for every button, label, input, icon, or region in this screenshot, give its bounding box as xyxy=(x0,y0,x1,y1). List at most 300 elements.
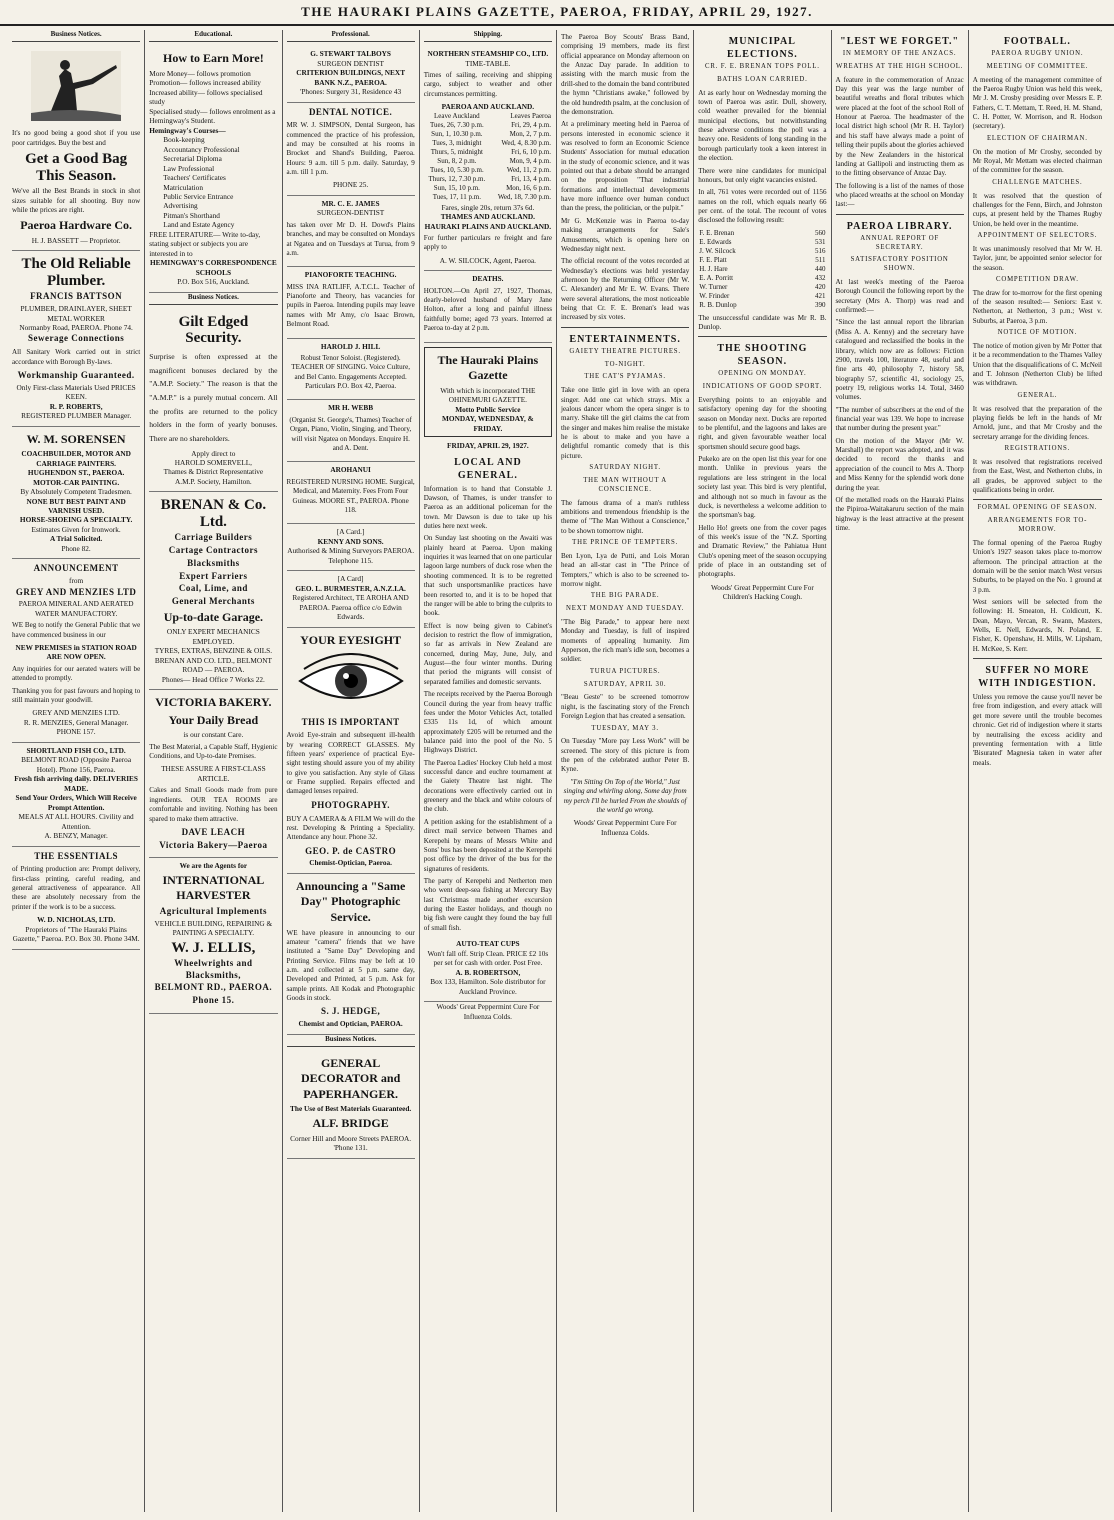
article-paragraph: "The Big Parade," to appear here next Monday and Tuesday, is full of inspired moments of appealing humanity. Jim Apperson, the rich man's idle son, becomes a soldier. xyxy=(561,617,690,664)
film-title: THE BIG PARADE. xyxy=(590,592,660,600)
ad-body: Authorised & Mining Surveyors PAEROA. Telephone 115. xyxy=(287,546,415,565)
ad-body: Registered Architect, TE AROHA AND PAEROA. Paeroa office c/o Edwin Edwards. xyxy=(292,593,409,622)
article-subheading: MEETING OF COMMITTEE. xyxy=(986,62,1089,70)
course-item: Matriculation xyxy=(163,182,203,192)
table-row xyxy=(424,193,552,202)
table-cell: Tues, 3, midnight xyxy=(432,138,482,147)
decorator-ad xyxy=(287,1051,415,1159)
section-heading: Shipping. xyxy=(424,30,552,42)
table-cell: Thurs, 12, 7.30 p.m. xyxy=(428,175,486,184)
article-paragraph: The Paeroa Boy Scouts' Brass Band, comprising 19 members, made its first official appearance on Monday afternoon on the Anzac Day parade. In addition to assisting with the march music from the drill-shed to the domain the band contributed the hymn "Christians awake," followed by the old hundredth psalm, at the conclusion of the demonstration. xyxy=(561,33,690,116)
ad-name: R. P. ROBERTS, xyxy=(49,401,103,411)
ad-subtitle: THIS IS IMPORTANT xyxy=(301,716,400,727)
talboys-ad xyxy=(287,46,415,102)
article-paragraph: West seniors will be selected from the following: H. Smeaton, H. Coldicutt, K. Dean, Mayo, Vercan, R. Swann, Masters, Wells, E. Nell, Edwards, N. Poland, E. Fisher, K. Openshaw, H. Mills, W. Lipsham, H. McKee, S. Kerr. xyxy=(972,597,1102,653)
ad-body: All Sanitary Work carried out in strict accordance with Borough By-laws. xyxy=(12,348,141,366)
ad-firm: W. J. ELLIS, xyxy=(171,939,256,956)
article-paragraph: On the motion of Mr Crosby, seconded by Mr Royal, Mr Mettam was elected chairman of the committee for the season. xyxy=(972,147,1102,175)
article-paragraph: At a preliminary meeting held in Paeroa of persons interested in economic science it was resolved to form an Economic Science Students' Association for mutual education in the study of economic science, and it was pointed out that a debate should be arranged on the proposition "That industrial formations and intellectual developments have more influence over human conduct than the press, the politician, or the pulpit." xyxy=(561,120,690,213)
ad-sign: Victoria Bakery—Paeroa xyxy=(159,839,268,850)
article-paragraph: On the motion of the Mayor (Mr W. Marshall) the report was adopted, and it was decided to record the thanks and appreciation of the council to Mrs A. Thorp and Miss Kenny for the splendid work done during the year. xyxy=(835,436,964,492)
ad-trade: Expert Farriers xyxy=(179,570,248,581)
arohanui-ad xyxy=(287,462,415,524)
paper-name: The Hauraki Plains Gazette xyxy=(437,352,539,383)
ad-body: MISS INA RATLIFF, A.T.C.L. Teacher of Pianoforte and Theory, has vacancies for pupils in Paeroa. Intending pupils may leave names with Mr Amy, c/o Isaac Brown, Belmont Road. xyxy=(286,282,415,329)
ad-name: AROHANUI xyxy=(330,465,371,475)
article-subheading: WREATHS AT THE HIGH SCHOOL. xyxy=(835,62,964,70)
route-heading: THAMES AND AUCKLAND. xyxy=(440,212,535,222)
table-cell: Mon, 2, 7 p.m. xyxy=(509,129,551,138)
table-row xyxy=(424,130,552,139)
ad-line: NONE BUT BEST PAINT AND VARNISH USED. xyxy=(26,496,126,515)
table-cell: Wed, 11, 2 p.m. xyxy=(506,166,551,175)
section-heading: Business Notices. xyxy=(149,293,277,305)
route-heading: HAURAKI PLAINS AND AUCKLAND. xyxy=(424,221,552,231)
ad-body: BUY A CAMERA & A FILM We will do the rest. Developing & Printing a Speciality. Attendance any hour. Phone 32. xyxy=(286,814,415,842)
table-row xyxy=(698,283,826,292)
votes: 560 xyxy=(815,228,826,237)
shipping-note: For further particulars re freight and fare apply to xyxy=(423,234,552,252)
ad-phone: 'Phones: Surgery 31, Residence 43 xyxy=(300,87,402,97)
ad-phone: PHONE 25. xyxy=(332,180,369,190)
section-heading: Business Notices. xyxy=(287,1035,415,1047)
table-cell: Tues, 10, 5.30 p.m. xyxy=(429,166,484,175)
ad-trade: Blacksmiths xyxy=(187,557,240,568)
table-cell: Mon, 16, 6 p.m. xyxy=(506,184,551,193)
course-item: Accountancy Professional xyxy=(163,144,240,154)
article-paragraph: At last week's meeting of the Paeroa Borough Council the following report by the secretary (Mrs A. Thorp) was read and confirmed:— xyxy=(835,278,964,315)
woods-ad: Woods' Great Peppermint Cure For Influenza Colds. xyxy=(573,818,677,837)
ad-line: Estimates Given for Ironwork. xyxy=(31,524,121,534)
paper-motto: Motto Public Service xyxy=(455,404,521,414)
article-subheading: SATISFACTORY POSITION SHOWN. xyxy=(850,256,949,273)
ad-body: Only First-class Materials Used PRICES KEEN. xyxy=(16,382,136,402)
table-row xyxy=(424,184,552,193)
ad-society: A.M.P. Society, Hamilton. xyxy=(174,476,252,486)
deaths-notice xyxy=(424,271,552,342)
ad-address: BELMONT RD., PAEROA. xyxy=(154,982,273,993)
table-cell: Fri, 13, 4 p.m. xyxy=(511,175,551,184)
ad-phone: Phone 82. xyxy=(61,543,91,553)
table-cell: Sun, 15, 10 p.m. xyxy=(433,184,480,193)
ad-line: Specialised study— follows enrolment as a Hemingway's Student. xyxy=(149,106,276,126)
ad-title: DENTAL NOTICE. xyxy=(308,106,393,117)
ad-name: A. B. ROBERTSON, xyxy=(455,967,521,977)
ad-line: Promotion— follows increased ability xyxy=(149,78,261,88)
course-item: Law Professional xyxy=(163,163,215,173)
ad-rep: Thames & District Representative xyxy=(163,467,264,477)
article-paragraph: The official recount of the votes recorded at Wednesday's elections was held yesterday afternoon by the Returning Officer (Mr W. C. Alexander) and Mr E. W. Evans. There were several alterations, the most noticeable being that Cr. F. E. Brenan's lead was increased by six votes. xyxy=(561,257,690,322)
table-row xyxy=(698,256,826,265)
candidate: W. Turner xyxy=(699,283,728,292)
table-cell: Wed, 18, 7.30 p.m. xyxy=(497,193,551,202)
ad-title: Up-to-date Garage. xyxy=(163,609,264,624)
table-row xyxy=(698,229,826,238)
ad-body: Avoid Eye-strain and subsequent ill-health by wearing CORRECT GLASSES. My fifteen years' experience of practical Eye-sight testing should assure you of my ability to give you satisfaction. Any style of Glass or Frame supplied. Repairs effected and damaged lenses repaired. xyxy=(286,731,415,796)
article-paragraph: The party of Kerepehi and Netherton men who went deep-sea fishing at Mercury Bay last Christmas made another excursion during the Easter holidays, and though no big fish were caught they found the bay full of small fish. xyxy=(423,876,552,932)
ad-school: HEMINGWAY'S CORRESPONDENCE SCHOOLS xyxy=(149,258,277,277)
table-row xyxy=(424,121,552,130)
ad-title: AUTO-TEAT CUPS xyxy=(456,939,520,949)
ad-body: It's no good being a good shot if you use poor cartridges. Buy the best and xyxy=(12,129,141,147)
article-heading: LOCAL AND GENERAL. xyxy=(454,456,522,481)
ad-title: GENERAL DECORATOR and PAPERHANGER. xyxy=(301,1055,401,1101)
shipping-agent: A. W. SILCOCK, Agent, Paeroa. xyxy=(439,255,537,265)
table-row xyxy=(698,301,826,310)
ad-subtitle: PHOTOGRAPHY. xyxy=(311,799,390,810)
ad-body: MEALS AT ALL HOURS. Civility and Attention. xyxy=(18,812,134,831)
ad-from: from xyxy=(69,576,84,586)
ad-name: MR. C. E. JAMES xyxy=(321,198,380,208)
ad-title: VICTORIA BAKERY. xyxy=(155,695,272,710)
woods-ad: Woods' Great Peppermint Cure For Children's Hacking Cough. xyxy=(710,582,814,602)
ad-name: GEO. P. de CASTRO xyxy=(305,845,397,856)
webb-ad xyxy=(287,400,415,462)
pianoforte-ad xyxy=(287,267,415,338)
ad-name: ALF. BRIDGE xyxy=(312,1115,389,1130)
article-paragraph: Information is to hand that Constable J. Dawson, of Thames, is under transfer to Paeroa as an additional policeman for the town. Mr Dawson is due to take up his duties here next week. xyxy=(423,484,552,531)
ad-address: HUGHENDON ST., PAEROA. xyxy=(27,468,125,478)
ad-line: BRENAN AND CO. LTD., BELMONT ROAD — PAEROA. xyxy=(154,655,272,675)
amp-ad xyxy=(149,309,277,493)
article-subheading: BATHS LOAN CARRIED. xyxy=(717,75,808,83)
article-paragraph: On Tuesday "More pay Less Work" will be screened. The story of this picture is from the pen of the celebrated author Peter B. Kyne. xyxy=(561,737,690,774)
kenny-ad xyxy=(287,524,415,571)
candidate: W. Frinder xyxy=(699,292,730,301)
ad-phones: Phones— Head Office 7 Works 22. xyxy=(161,674,265,684)
ad-card: [A Card] xyxy=(337,574,364,584)
article-paragraph: Effect is now being given to Cabinet's decision to restrict the flow of immigration, so far as arrivals in New Zealand are concerned, during May, June, July, and August—the four winter months. During that period the migrants will consist of separated families and domestic servants. xyxy=(423,621,552,686)
divider xyxy=(836,214,964,215)
article-subheading: OPENING ON MONDAY. xyxy=(718,370,807,378)
printing-ad xyxy=(12,847,140,950)
ad-sign: Proprietors of "The Hauraki Plains Gazette," Paeroa. P.O. Box 30. Phone 34M. xyxy=(12,924,140,944)
article-subheading: CR. F. E. BRENAN TOPS POLL. xyxy=(705,63,820,70)
votes: 432 xyxy=(815,274,826,283)
table-cell: Thurs, 5, midnight xyxy=(430,148,483,156)
article-paragraph: In all, 761 votes were recorded out of 1156 names on the roll, which equals nearly 66 per cent. of the total. The recount of votes disclosed the following result: xyxy=(698,188,827,225)
ad-title: THE ESSENTIALS xyxy=(34,850,119,861)
article-paragraph: Of the metalled roads on the Hauraki Plains the Pipiroa-Waitakaruru section of the main highway is the least attractive at the present time. xyxy=(835,495,964,532)
ad-body: of Printing production are: Prompt delivery, first-class printing, careful reading, and general attractiveness of appearance. All these are absolutely necessary from the printer if the work is to be a success. xyxy=(12,865,141,911)
ad-body: Surprise is often expressed at the magnificent bonuses declared by the "A.M.P. Society." The reason is that the "A.M.P." is a purely mutual concern. All the profits are returned to the policy holders in the form of yearly bonuses. There are no shareholders. xyxy=(149,351,278,443)
article-heading: ENTERTAINMENTS. xyxy=(569,333,681,345)
song-verse: "I'm Sitting On Top of the World," Just singing and whirling along, Some day from my perch I'll be hurled From the shoulds of the world go wrong. xyxy=(563,777,687,814)
ad-line: TYRES, EXTRAS, BENZINE & OILS. xyxy=(154,646,273,656)
article-subheading: CHALLENGE MATCHES. xyxy=(992,178,1083,186)
ad-firm: BRENAN & Co. Ltd. xyxy=(160,497,267,530)
article-subheading: PAEROA RUGBY UNION. xyxy=(991,50,1084,57)
course-item: Advertising xyxy=(163,201,198,211)
column-3 xyxy=(283,30,420,1512)
ad-proprietor: H. J. BASSETT — Proprietor. xyxy=(31,235,121,245)
table-cell: Sun, 1, 10.30 p.m. xyxy=(431,129,483,138)
votes: 440 xyxy=(815,265,826,274)
james-ad xyxy=(287,196,415,267)
ad-trades: PLUMBER, DRAINLAYER, SHEET METAL WORKER xyxy=(20,304,132,323)
ad-body: Won't fall off. Strip Clean. PRICE £2 10s per set for cash with order. Post Free. xyxy=(427,948,549,968)
course-item: Public Service Entrance xyxy=(163,191,234,201)
table-row xyxy=(424,139,552,148)
article-paragraph: Mr G. McKenzie was in Paeroa to-day making arrangements for Sale's Amusements, which is opening here on Wednesday night next. xyxy=(561,216,690,253)
article-subheading: ANNUAL REPORT OF SECRETARY. xyxy=(860,234,940,251)
candidate: F. E. Brenan xyxy=(699,228,735,237)
ad-manager: R. R. MENZIES, General Manager. xyxy=(23,717,129,727)
sailing-table xyxy=(424,112,552,203)
paper-date: FRIDAY, APRIL 29, 1927. xyxy=(446,441,529,451)
ad-body: NEW PREMISES in STATION ROAD ARE NOW OPEN. xyxy=(15,642,137,662)
ad-title: PIANOFORTE TEACHING. xyxy=(304,270,397,280)
film-title: THE MAN WITHOUT A CONSCIENCE. xyxy=(583,476,667,493)
article-paragraph: The draw for to-morrow for the first opening of the season resulted:— Seniors: East v. Netherton, at Netherton, 3 p.m.; West v. Suburbs, at Paeroa, 3 p.m. xyxy=(972,288,1102,325)
ad-body: REGISTERED NURSING HOME. Surgical, Medical, and Maternity. Fees From Four Guineas. MOORE ST., PAEROA. Phone 118. xyxy=(286,477,415,514)
votes: 511 xyxy=(815,255,826,264)
article-subheading: TO-NIGHT. xyxy=(604,360,646,368)
ad-firm: Wheelwrights and Blacksmiths, xyxy=(174,958,253,980)
column-1 xyxy=(8,30,145,1512)
ad-sign: GREY AND MENZIES LTD. xyxy=(32,708,120,718)
column-5 xyxy=(557,30,694,1512)
ad-apply: Apply direct to xyxy=(191,448,236,458)
article-paragraph: It was resolved that the question of challenges for the Fenn, Birch, and Johnston cups, at present held by the Thames Rugby Union, be held over in the meantime. xyxy=(972,191,1102,228)
route-heading: PAEROA AND AUCKLAND. xyxy=(441,102,535,112)
table-row xyxy=(424,157,552,166)
ad-name: GEO. L. BURMESTER, A.N.Z.I.A. xyxy=(295,583,406,593)
article-paragraph: The notice of motion given by Mr Potter that it be a recommendation to the Thames Valley Union that the disqualifications of C. McNeil and T. Johnson (Netherton Club) be lifted was withdrawn. xyxy=(972,341,1102,388)
ad-trade: Coal, Lime, and xyxy=(178,583,248,594)
ad-phone: Phone 15. xyxy=(192,995,235,1006)
course-item: Pitman's Shorthand xyxy=(163,210,220,220)
ad-name: HAROLD J. HILL xyxy=(320,341,381,351)
article-heading: PAEROA LIBRARY. xyxy=(846,220,953,232)
masthead xyxy=(0,0,1114,26)
article-paragraph: The following is a list of the names of those who placed wreaths at the school on Monday last:— xyxy=(835,181,964,209)
ad-address: CRITERION BUILDINGS, NEXT BANK N.Z., PAEROA. xyxy=(296,68,406,87)
burmester-ad xyxy=(287,571,415,627)
hardware-ad xyxy=(12,46,140,251)
ad-title: ANNOUNCEMENT xyxy=(33,563,119,574)
course-item: Secretarial Diploma xyxy=(163,154,222,164)
ad-name: MR H. WEBB xyxy=(328,403,374,413)
ad-firm: GREY AND MENZIES LTD xyxy=(15,586,137,597)
article-heading: MUNICIPAL ELECTIONS. xyxy=(726,36,798,60)
ad-line: By Absolutely Competent Tradesmen. xyxy=(20,487,132,497)
article-paragraph: The unsuccessful candidate was Mr R. B. Dunlop. xyxy=(698,313,827,331)
ad-body: Thanking you for past favours and hoping to still maintain your goodwill. xyxy=(12,686,141,705)
ad-address: Box 133, Hamilton. Sole distributor for Auckland Province. xyxy=(430,977,546,996)
ad-line: Increased ability— follows specialised study xyxy=(149,87,263,107)
article-heading: THE SHOOTING SEASON. xyxy=(717,343,808,368)
ad-firm: Paeroa Hardware Co. xyxy=(20,218,133,233)
table-cell: Leaves Paeroa xyxy=(510,111,551,120)
masthead-title: THE HAURAKI PLAINS GAZETTE, PAEROA, FRIDAY, APRIL 29, 1927. xyxy=(301,4,813,19)
votes: 420 xyxy=(815,283,826,292)
table-row xyxy=(698,238,826,247)
ad-sign: W. D. NICHOLAS, LTD. xyxy=(37,915,116,925)
plumber-ad xyxy=(12,251,140,426)
votes: 516 xyxy=(815,246,826,255)
ad-body: VEHICLE BUILDING, REPAIRING & PAINTING A SPECIALTY. xyxy=(154,918,273,938)
article-subheading: COMPETITION DRAW. xyxy=(996,275,1079,283)
article-paragraph: Everything points to an enjoyable and satisfactory opening day for the shooting season on Monday next. Ducks are reported to be plentiful, and the lagoons and lakes are right, and given favourable weather local sportsmen should secure good bags. xyxy=(698,395,827,451)
article-paragraph: A meeting of the management committee of the Paeroa Rugby Union was held this week, Mr J. M. Crosby presiding over Messrs E. P. Fathers, C. T. Mettam, T. Reed, H. M. Shand, C. H. Potter, W. Morrison, and R. Hodson (secretary). xyxy=(972,75,1102,131)
paper-masthead xyxy=(424,347,552,438)
ad-courses-head: Hemingway's Courses— xyxy=(149,125,226,135)
ad-trade: Carriage Builders xyxy=(174,532,253,543)
hill-ad xyxy=(287,339,415,401)
votes: 390 xyxy=(815,301,826,310)
film-title: THE PRINCE OF TEMPTERS. xyxy=(572,539,679,547)
table-row xyxy=(424,175,552,184)
ad-body: The Best Material, a Capable Staff, Hygienic Conditions, and Up-to-date Premises. xyxy=(149,742,278,761)
table-row xyxy=(698,247,826,256)
ad-name: Chemist-Optician, Paeroa. xyxy=(309,858,392,868)
ad-body: The Use of Best Materials Guaranteed. xyxy=(290,1104,412,1114)
ad-body: Fresh fish arriving daily. DELIVERIES MADE. xyxy=(14,774,138,793)
election-results xyxy=(698,229,826,311)
course-item: Book-keeping xyxy=(163,135,205,145)
ad-sign: DAVE LEACH xyxy=(181,826,246,837)
ad-title: Gilt Edged Security. xyxy=(178,313,249,347)
timetable-label: TIME-TABLE. xyxy=(465,58,511,68)
divider xyxy=(698,336,826,337)
ad-line: HORSE-SHOEING A SPECIALTY. xyxy=(19,515,133,525)
ad-trade: Cartage Contractors xyxy=(168,545,258,556)
article-subheading: NEXT MONDAY AND TUESDAY. xyxy=(566,605,685,613)
article-paragraph: It was unanimously resolved that Mr W. H. Taylor, junr, be appointed senior selector for the season. xyxy=(972,244,1102,272)
ad-body: We've all the Best Brands in stock in shot sizes suitable for all shooting. Buy now while the prices are right. xyxy=(12,187,141,214)
ad-headline: The Old Reliable Plumber. xyxy=(21,256,131,289)
article-heading: "LEST WE FORGET." xyxy=(840,36,960,47)
hunter-illustration xyxy=(31,51,121,121)
auto-teat-ad xyxy=(424,936,552,1002)
ad-body: Send Your Orders, Which Will Receive Prompt Attention. xyxy=(15,793,137,812)
article-subheading: SATURDAY NIGHT. xyxy=(589,464,661,472)
column-4 xyxy=(420,30,557,1512)
ad-name: W. M. SORENSEN xyxy=(26,431,126,446)
ad-body: WE have pleasure in announcing to our amateur "camera" friends that we have instituted a "Same Day" Developing and Printing Service. Films may be left at 10 a.m. and collected at 5 p.m. same day, Developed and Printed, at 5 p.m. Ask for sample prints. All Kodak and Photographic Goods in stock. xyxy=(286,928,415,1003)
course-item: Teachers' Certificates xyxy=(163,173,226,183)
ad-address: BELMONT ROAD (Opposite Paeroa Hotel). Phone 156, Paeroa. xyxy=(21,755,132,774)
ad-phone: PHONE 157. xyxy=(56,727,96,737)
ad-title: REGISTERED PLUMBER Manager. xyxy=(21,411,132,421)
ad-sub: Workmanship Guaranteed. xyxy=(17,369,135,380)
article-paragraph: The formal opening of the Paeroa Rugby Union's 1927 season takes place to-morrow afternoon. The principal attraction at the domain will be the senior match West versus Suburbs, to be played on the No. 1 ground at 3 p.m. xyxy=(972,538,1102,594)
ad-box: P.O. Box 516, Auckland. xyxy=(177,277,250,287)
ad-address: Normanby Road, PAEROA. Phone 74. xyxy=(19,322,133,332)
article-subheading: APPOINTMENT OF SELECTORS. xyxy=(977,231,1098,239)
table-cell: Tues, 26, 7.30 p.m. xyxy=(429,120,484,129)
course-list xyxy=(149,135,277,230)
ad-body: has taken over Mr D. H. Dowd's Plains branches, and may be consulted on Mondays at Ngatea and on Tuesdays at Turua, from 9 a.m. xyxy=(286,220,415,257)
candidate: R. B. Dunlop xyxy=(699,301,737,310)
ad-trade: COACHBUILDER, MOTOR AND CARRIAGE PAINTERS. xyxy=(21,449,131,468)
ad-subline: is our constant Care. xyxy=(183,730,244,740)
article-heading: FOOTBALL. xyxy=(1003,36,1071,47)
section-heading: Business Notices. xyxy=(12,30,140,42)
ad-body: Unless you remove the cause you'll never be free from indigestion, and every attack will get more severe until the trouble becomes chronic. Get rid of indigestion where it starts by neutralising the excess acidity and preventing fermentation with a little 'Bisurated' Magnesia taken in water after meals. xyxy=(972,693,1102,767)
ad-free: FREE LITERATURE— Write to-day, stating subject or subjects you are interested in to xyxy=(149,229,261,258)
article-paragraph: The famous drama of a man's ruthless ambitions and tremendous friendship is the theme of "The Man Without a Conscience," to be shown tomorrow night. xyxy=(561,498,690,535)
article-paragraph: It was resolved that the preparation of the playing fields be left in the hands of Mr Arnold, junr., and that Mr Crosby and the secretary arrange for the dividing fences. xyxy=(972,404,1102,441)
ad-body: MR W. J. SIMPSON, Dental Surgeon, has commenced the practice of his profession, and may be consulted at his rooms in Brocket and Shand's Building, Paeroa. Hours: 9 a.m. till 5 p.m. daily. Saturday, 9 a.m. till 1 p.m. xyxy=(286,121,415,176)
sorensen-ad xyxy=(12,427,140,560)
candidate: J. W. Silcock xyxy=(699,246,736,255)
article-paragraph: At as early hour on Wednesday morning the town of Paeroa was astir. Dull, showery, cold weather prevailed for the biennial municipal elections, but notwithstanding these adverse conditions the poll was a heavy one. Residents of long standing in the borough particularly took a keen interest in the election. xyxy=(698,88,827,163)
table-row xyxy=(698,292,826,301)
article-paragraph: It was resolved that registrations received from the East, West, and Netherton clubs, in all grades, be approved subject to the qualifications being in order. xyxy=(972,457,1102,494)
ad-title: SUFFER NO MORE WITH INDIGESTION. xyxy=(978,665,1097,690)
section-heading: Educational. xyxy=(149,30,277,42)
ad-line: ONLY EXPERT MECHANICS EMPLOYED. xyxy=(166,627,260,646)
ad-name: G. STEWART TALBOYS xyxy=(310,49,391,59)
article-subheading: REGISTRATIONS. xyxy=(1004,445,1071,453)
article-subheading: GENERAL. xyxy=(1017,391,1058,399)
ad-line: MOTOR-CAR PAINTING. xyxy=(33,477,120,487)
columns xyxy=(8,30,1106,1512)
table-row xyxy=(424,148,552,157)
paper-incorporated: With which is incorporated THE OHINEMURI GAZETTE. xyxy=(440,385,536,405)
ad-body: Any inquiries for our aerated waters will be attended to promptly. xyxy=(12,664,141,683)
hemingway-ad xyxy=(149,46,277,293)
paper-days: MONDAY, WEDNESDAY, & FRIDAY. xyxy=(442,414,534,433)
bakery-ad xyxy=(149,690,277,858)
ad-body: PAEROA MINERAL AND AERATED WATER MANUFACTORY. xyxy=(18,599,134,618)
course-item: Land and Estate Agency xyxy=(163,220,235,230)
notice-title: DEATHS. xyxy=(472,274,504,284)
ad-firm: SHORTLAND FISH CO., LTD. xyxy=(26,745,126,755)
ad-line: A Trial Solicited. xyxy=(50,534,103,544)
ad-line: We are the Agents for xyxy=(179,861,248,871)
film-title: THE CAT'S PYJAMAS. xyxy=(584,373,666,381)
table-cell: Mon, 9, 4 p.m. xyxy=(509,157,551,166)
candidate: H. J. Hare xyxy=(699,265,728,274)
table-row xyxy=(698,274,826,283)
ad-name: S. J. HEDGE, xyxy=(320,1006,381,1017)
ad-headline: Your Daily Bread xyxy=(168,712,259,727)
ad-name: HAROLD SOMERVELL, xyxy=(174,458,252,467)
article-paragraph: On Sunday last shooting on the Awaiti was plainly heard at Paeroa. Upon making inquiries it was learned that on one particular lagoon large numbers of duck rose when the shooting commenced. It is to be regretted that such unsportsmanlike practices have been resorted to, and it is to be hoped that the ranger will be able to bring the culprits to book. xyxy=(423,534,552,618)
table-row xyxy=(424,112,552,121)
votes: 531 xyxy=(815,237,826,246)
column-7 xyxy=(832,30,969,1512)
ad-card: [A Card.] xyxy=(336,527,365,537)
article-paragraph: Pukeko are on the open list this year for one month. Unlike in previous years the regulations are less stringent in the local society last year. This bird is very plentiful, and although not so much in favour as the duck, is nevertheless a welcome addition to the sportsman's bag. xyxy=(698,455,827,520)
shipping-timetable xyxy=(424,46,552,271)
article-subheading: ELECTION OF CHAIRMAN. xyxy=(986,134,1088,142)
article-paragraph: The receipts received by the Paeroa Borough Council during the year from heavy traffic fees under the Motor Vehicles Act, totalled £335 11s 1d, of which amount approximately £205 will be returned and the balance paid into the pool of the No. 5 Highways District. xyxy=(423,690,552,755)
article-subheading: NOTICE OF MOTION. xyxy=(997,329,1078,337)
fares: Fares, single 20s, return 37s 6d. xyxy=(441,202,535,212)
brenan-ad xyxy=(149,492,277,690)
article-subheading: FORMAL OPENING OF SEASON. xyxy=(977,504,1098,512)
ad-title: SURGEON-DENTIST xyxy=(316,208,385,218)
table-cell: Tues, 17, 11 p.m. xyxy=(432,193,481,202)
ad-title: SURGEON DENTIST xyxy=(317,58,384,68)
article-paragraph: A feature in the commemoration of Anzac Day this year was the large number of beautiful wreaths and floral tributes which were placed at the foot of the school Roll of Honour at Paeroa. The headmaster of the local district high school (Mr R. H. Taylor) and his staff have always made a point of telling their pupils about the glories achieved by the New Zealanders in the historical landing at Gallipoli and instructing them as to the fitting observance of Anzac Day. xyxy=(835,75,964,178)
article-paragraph: Hello Ho! greets one from the cover pages of this week's issue of the "N.Z. Sporting and Dramatic Review," the Pahiatua Hunt Club's opening meet of the season occupying pride of place in an outstanding set of photographs. xyxy=(698,523,827,579)
article-subheading: SATURDAY, APRIL 30. xyxy=(583,680,667,688)
table-cell: Leave Auckland xyxy=(434,111,480,120)
grey-menzies-ad xyxy=(12,559,140,742)
article-subheading: TURUA PICTURES. xyxy=(589,667,661,675)
divider xyxy=(973,658,1102,659)
section-heading: Professional. xyxy=(287,30,415,42)
column-8 xyxy=(969,30,1106,1512)
column-6 xyxy=(694,30,831,1512)
ad-title: How to Earn More! xyxy=(162,51,264,66)
article-paragraph: "The number of subscribers at the end of the financial year was 139. We hope to increase that number during the present year." xyxy=(835,405,964,433)
